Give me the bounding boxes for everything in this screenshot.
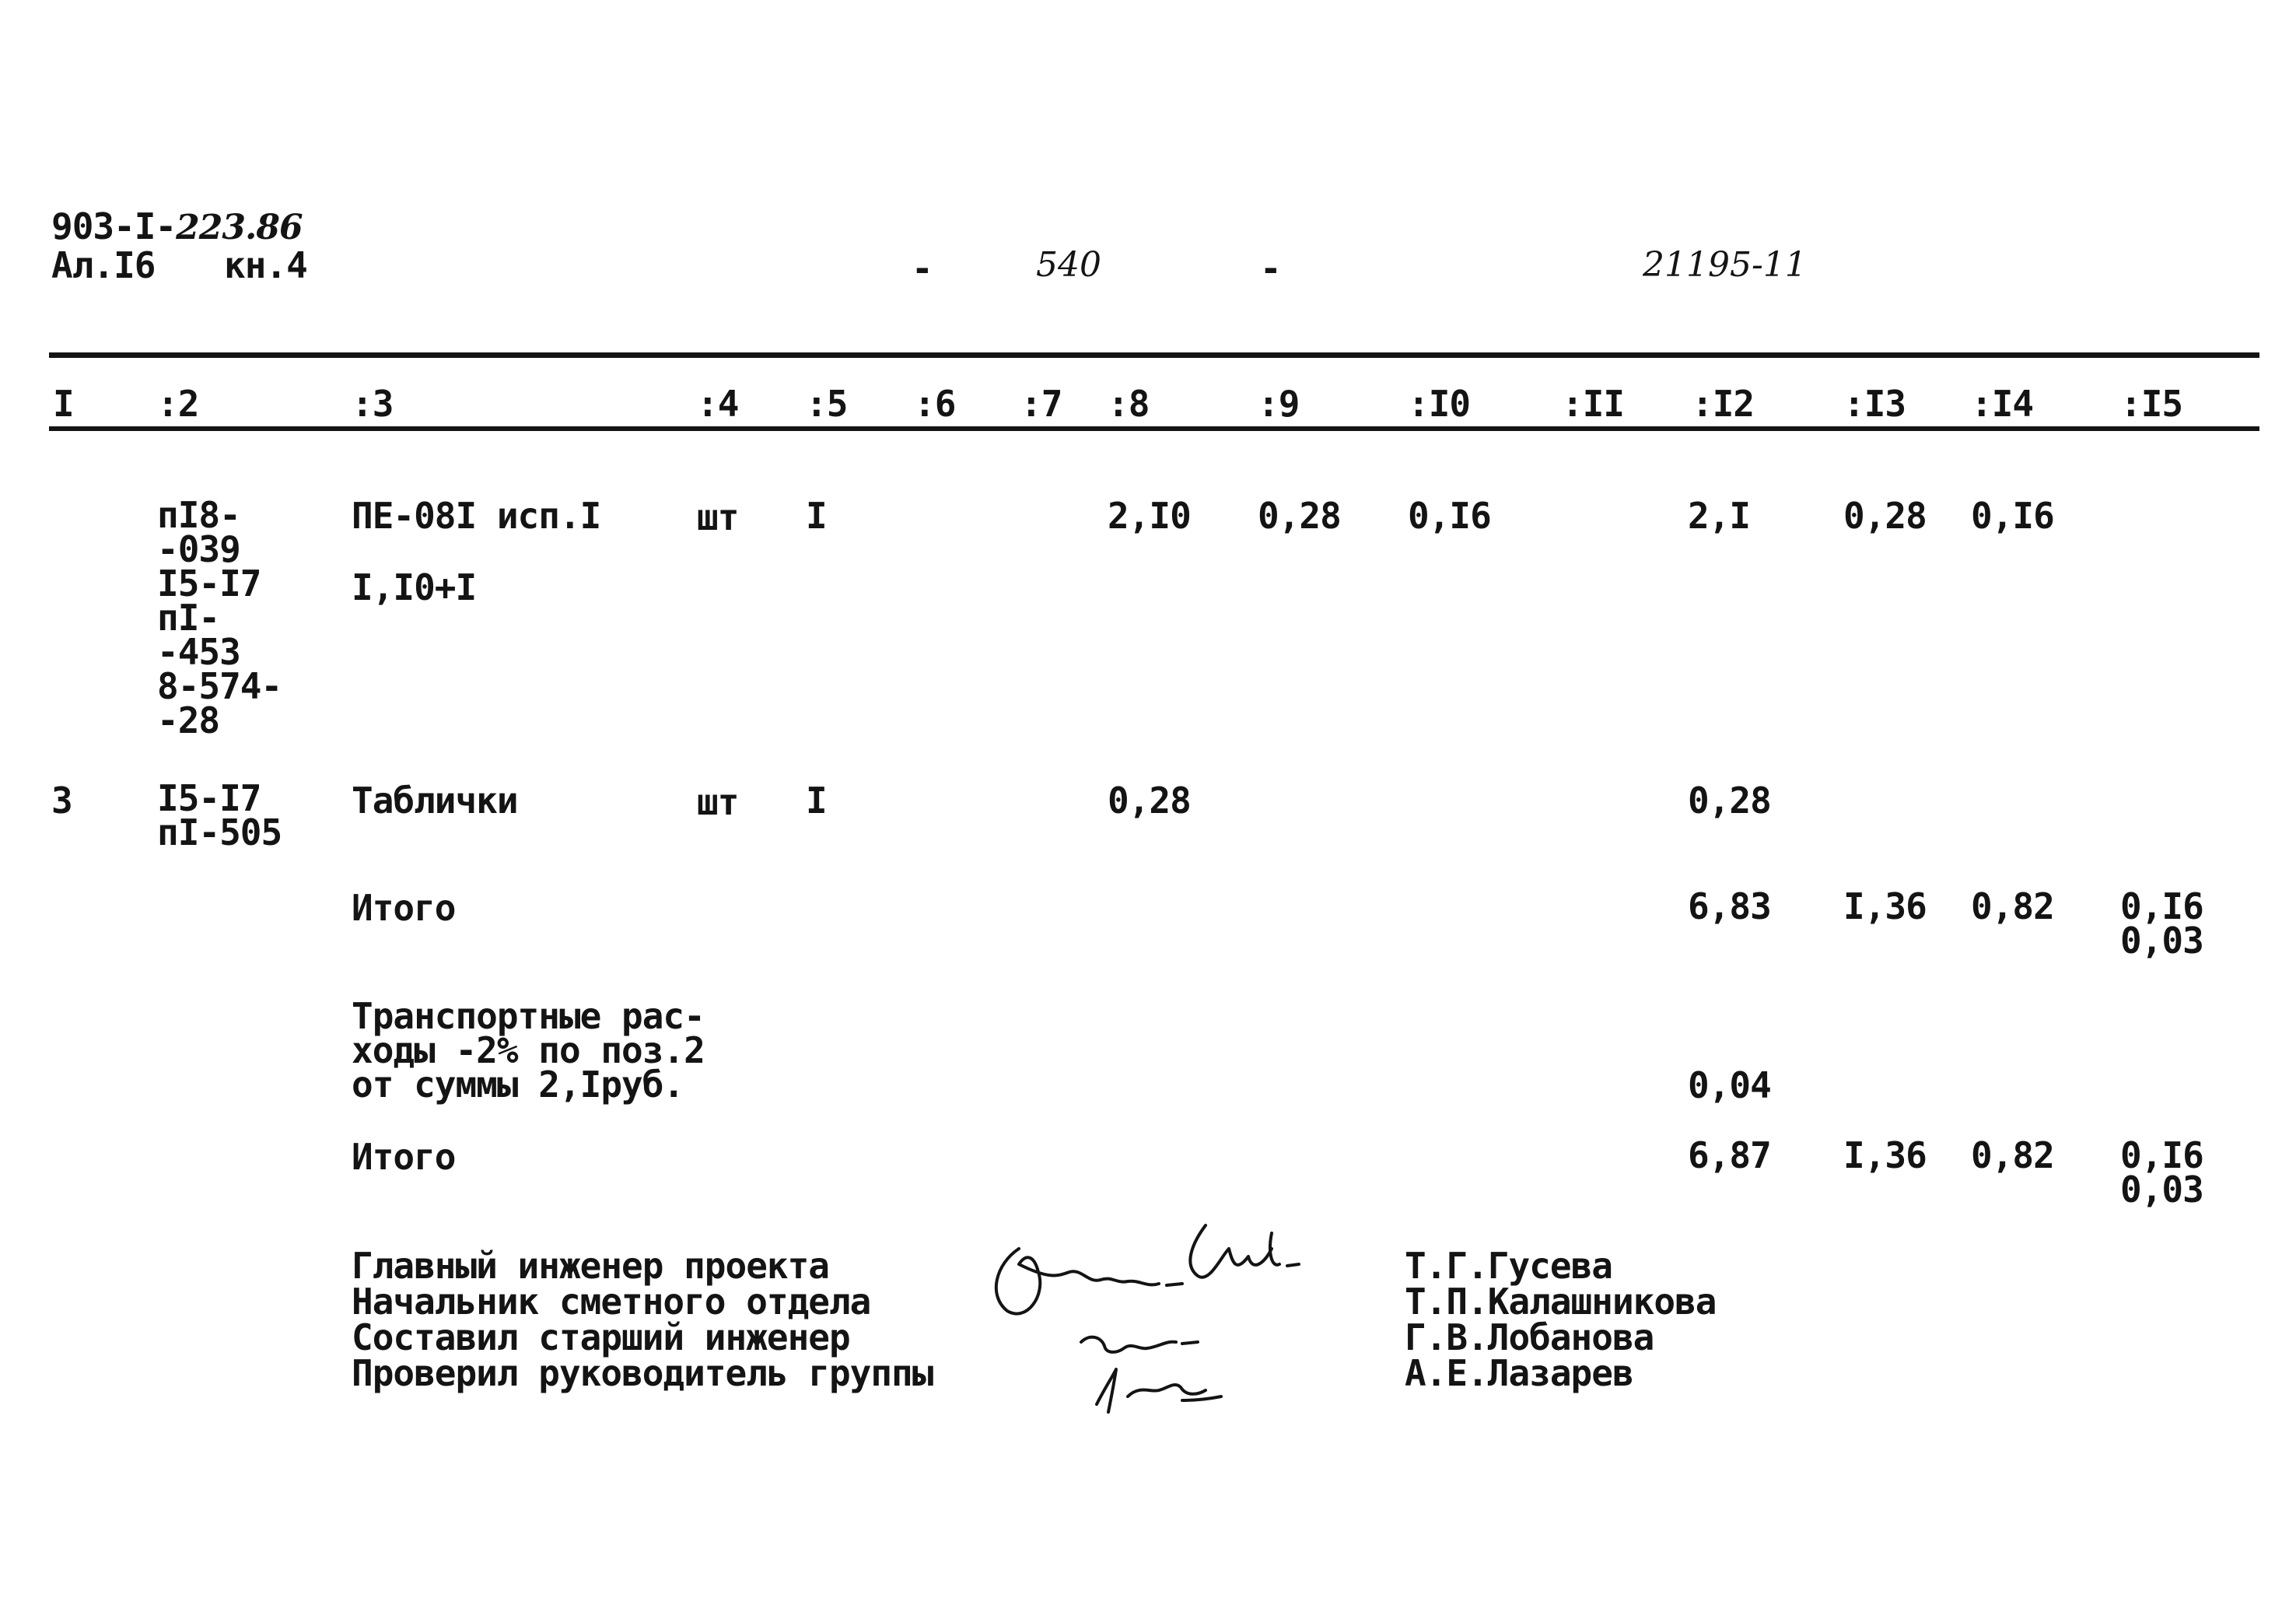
col8-cell: 2,I0	[1108, 495, 1191, 537]
col12-cell: 6,83	[1688, 885, 1771, 927]
col-header: :I4	[1971, 383, 2034, 425]
qty-cell: I	[806, 495, 827, 537]
code-line: пI8-	[157, 494, 240, 536]
col13-cell: I,36	[1843, 885, 1927, 927]
col12-cell: 6,87	[1688, 1134, 1771, 1176]
total-label: Итого	[352, 1136, 456, 1178]
col9-cell: 0,28	[1258, 495, 1341, 537]
col13-cell: 0,28	[1843, 495, 1927, 537]
handwritten-signatures	[972, 1210, 1338, 1428]
col-header: :4	[697, 383, 739, 425]
col12-cell: 2,I	[1688, 495, 1751, 537]
item-name: ПЕ-08I исп.I	[352, 495, 601, 537]
col14-cell: 0,I6	[1971, 495, 2054, 537]
header-bottom-rule	[49, 426, 2259, 431]
item-name: Транспортные рас-	[352, 995, 705, 1037]
col15-cell: 0,03	[2120, 1169, 2203, 1211]
signature-gusev	[1190, 1225, 1299, 1277]
signature-lazarev	[1097, 1369, 1221, 1412]
code-line: пI-505	[157, 811, 282, 853]
signature-lobanova	[1081, 1337, 1198, 1352]
doc-code-handwritten: 223.86	[176, 208, 303, 247]
col10-cell: 0,I6	[1408, 495, 1491, 537]
signature-role: Проверил руководитель группы	[352, 1352, 933, 1394]
unit-cell: шт	[697, 781, 739, 823]
col15-cell: 0,I6	[2120, 885, 2203, 927]
col8-cell: 0,28	[1108, 780, 1191, 822]
col-header: :I5	[2120, 383, 2183, 425]
dash-left: -	[912, 247, 933, 289]
col-header: I	[53, 383, 74, 425]
code-line: пI-	[157, 597, 220, 639]
book-label: кн.4	[224, 244, 307, 286]
code-line: -28	[157, 699, 220, 741]
col-header: :II	[1562, 383, 1625, 425]
code-line: -453	[157, 631, 240, 673]
col15-cell: 0,03	[2120, 920, 2203, 962]
col-header: :8	[1108, 383, 1150, 425]
unit-cell: шт	[697, 496, 739, 538]
col14-cell: 0,82	[1971, 1134, 2054, 1176]
qty-cell: I	[806, 780, 827, 822]
code-line: I5-I7	[157, 562, 261, 605]
col-header: :5	[806, 383, 848, 425]
code-line: I5-I7	[157, 777, 261, 819]
signature-role: Составил старший инженер	[352, 1316, 850, 1358]
col15-cell: 0,I6	[2120, 1134, 2203, 1176]
item-name: I,I0+I	[352, 566, 477, 608]
album-label: Ал.I6	[51, 244, 156, 286]
code-line: -039	[157, 528, 240, 570]
item-name: от суммы 2,Iруб.	[352, 1064, 684, 1106]
code-line: 8-574-	[157, 665, 282, 707]
col12-cell: 0,28	[1688, 780, 1771, 822]
position-number: 3	[51, 780, 72, 822]
doc-code	[51, 205, 303, 247]
signature-role: Главный инженер проекта	[352, 1245, 829, 1287]
total-label: Итого	[352, 887, 456, 929]
signatory-name: Т.Г.Гусева	[1405, 1245, 1612, 1287]
signature-role: Начальник сметного отдела	[352, 1281, 871, 1323]
page-number: 540	[1036, 245, 1101, 285]
col-header: :2	[157, 383, 199, 425]
item-name: ходы -2% по поз.2	[352, 1029, 705, 1071]
signatory-name: А.Е.Лазарев	[1405, 1352, 1633, 1394]
signature-kalashnikova	[996, 1249, 1182, 1314]
col-header: :6	[914, 383, 956, 425]
item-name: Таблички	[352, 780, 518, 822]
dash-right: -	[1260, 247, 1281, 289]
col-header: :3	[352, 383, 394, 425]
signatory-name: Г.В.Лобанова	[1405, 1316, 1654, 1358]
inventory-number: 21195-11	[1643, 245, 1807, 285]
doc-code-printed: 903-I-	[51, 205, 177, 247]
col-header: :9	[1258, 383, 1300, 425]
col13-cell: I,36	[1843, 1134, 1927, 1176]
col14-cell: 0,82	[1971, 885, 2054, 927]
col12-cell: 0,04	[1688, 1064, 1771, 1106]
signatory-name: Т.П.Калашникова	[1405, 1281, 1717, 1323]
col-header: :7	[1020, 383, 1062, 425]
header-top-rule	[49, 352, 2259, 358]
col-header: :I2	[1692, 383, 1755, 425]
col-header: :I3	[1843, 383, 1906, 425]
col-header: :I0	[1408, 383, 1471, 425]
